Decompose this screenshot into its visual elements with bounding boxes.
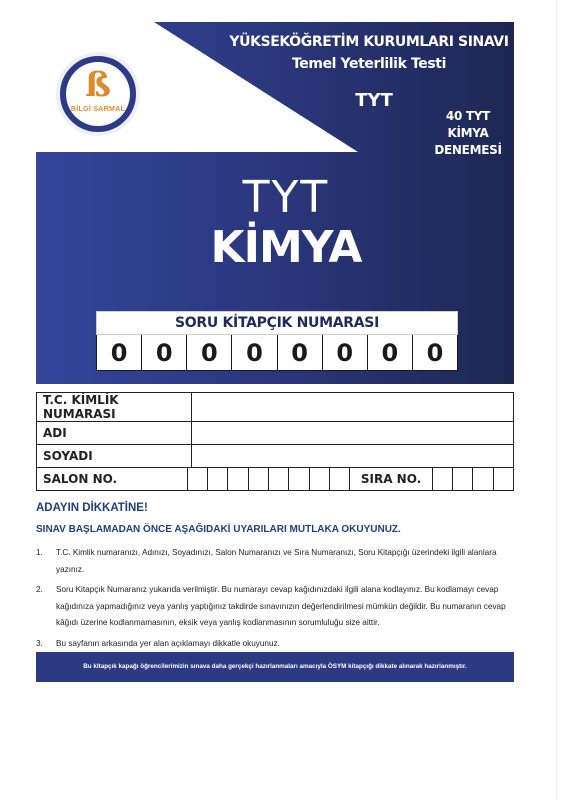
sira-no-box[interactable]: [453, 468, 473, 490]
footer-disclaimer: Bu kitapçık kapağı öğrencilerimizin sınava daha gerçekçi hazırlanmaları amacıyla ÖSYM kitapçığı dikkate alınarak hazırlanmıştır.: [36, 652, 514, 682]
salon-no-label: SALON NO.: [37, 468, 188, 490]
booklet-digit: 0: [186, 335, 232, 371]
notice-item-number: 2.: [36, 585, 43, 594]
sira-no-label: SIRA NO.: [350, 468, 432, 490]
booklet-number-label: SORU KİTAPÇIK NUMARASI: [96, 311, 458, 335]
salon-no-box[interactable]: [310, 468, 330, 490]
sira-no-box[interactable]: [494, 468, 513, 490]
notice-item-text: Soru Kitapçık Numaranız yukarıda verilmiştir. Bu numarayı cevap kağıdınızdaki ilgili alana kodlayınız. Bu kodlamayı cevap kağıdınıza yapmadığınız veya yanlış yaptığınız takdirde sınavınızın değerlendirilmesi mümkün değildir. Bu numaranın cevap kâğıdı üzerine kodlanmamasının, eksik veya yanlış kodlanmasının sorumluluğu size aittir.: [56, 585, 506, 627]
booklet-digit: 0: [367, 335, 413, 371]
exam-subtitle: Temel Yeterlilik Testi: [292, 56, 446, 72]
cover-banner: [36, 22, 514, 384]
salon-no-box[interactable]: [289, 468, 309, 490]
salon-no-box[interactable]: [330, 468, 350, 490]
notice-item-text: Bu sayfanın arkasında yer alan açıklamayı dikkatle okuyunuz.: [56, 638, 280, 648]
side-line-3: DENEMESİ: [434, 143, 502, 157]
candidate-notice: [36, 502, 516, 656]
notice-title: ADAYIN DİKKATİNE!: [36, 502, 148, 514]
salon-no-box[interactable]: [208, 468, 228, 490]
notice-item-text: T.C. Kimlik numaranızı, Adınızı, Soyadınızı, Salon Numaranızı ve Sıra Numaranızı, Soru Kitapçığı üzerindeki ilgili alanlara yazınız.: [56, 548, 497, 574]
salon-no-box[interactable]: [188, 468, 208, 490]
notice-item: [36, 545, 516, 578]
candidate-id-table: [36, 392, 514, 491]
booklet-digit: 0: [277, 335, 323, 371]
salon-no-box[interactable]: [269, 468, 289, 490]
salon-sira-row: [37, 468, 514, 491]
exam-name: YÜKSEKÖĞRETİM KURUMLARI SINAVI: [229, 34, 509, 50]
tc-id-field[interactable]: [192, 393, 514, 422]
booklet-digit: 0: [96, 335, 142, 371]
sira-no-box[interactable]: [433, 468, 453, 490]
tc-id-label: T.C. KİMLİK NUMARASI: [37, 393, 192, 422]
title-subject: KİMYA: [210, 222, 362, 273]
booklet-digits: [96, 335, 458, 371]
notice-item: [36, 636, 516, 653]
logo-icon: ß: [85, 65, 111, 105]
side-line-2: KİMYA: [447, 126, 489, 140]
booklet-digit: 0: [231, 335, 277, 371]
notice-item-number: 1.: [36, 548, 43, 557]
salon-no-box[interactable]: [228, 468, 248, 490]
booklet-digit: 0: [322, 335, 368, 371]
first-name-label: ADI: [37, 422, 192, 445]
notice-item-number: 3.: [36, 638, 43, 648]
notice-subtitle: SINAV BAŞLAMADAN ÖNCE AŞAĞIDAKİ UYARILARI MUTLAKA OKUYUNUZ.: [36, 524, 401, 535]
first-name-field[interactable]: [192, 422, 514, 445]
surname-field[interactable]: [192, 445, 514, 468]
sira-no-box[interactable]: [473, 468, 493, 490]
test-series-label: [428, 108, 508, 159]
booklet-digit: 0: [412, 335, 458, 371]
title-tyt: TYT: [242, 172, 330, 223]
page-edge: [556, 0, 557, 800]
booklet-number-box: [96, 311, 458, 369]
notice-list: [36, 545, 516, 652]
salon-no-box[interactable]: [249, 468, 269, 490]
brand-logo: [56, 52, 140, 136]
logo-brand-text: BİLGİ SARMAL: [70, 106, 126, 113]
notice-item: [36, 582, 516, 632]
booklet-digit: 0: [141, 335, 187, 371]
surname-label: SOYADI: [37, 445, 192, 468]
exam-code: TYT: [355, 90, 393, 111]
side-line-1: 40 TYT: [445, 109, 491, 123]
